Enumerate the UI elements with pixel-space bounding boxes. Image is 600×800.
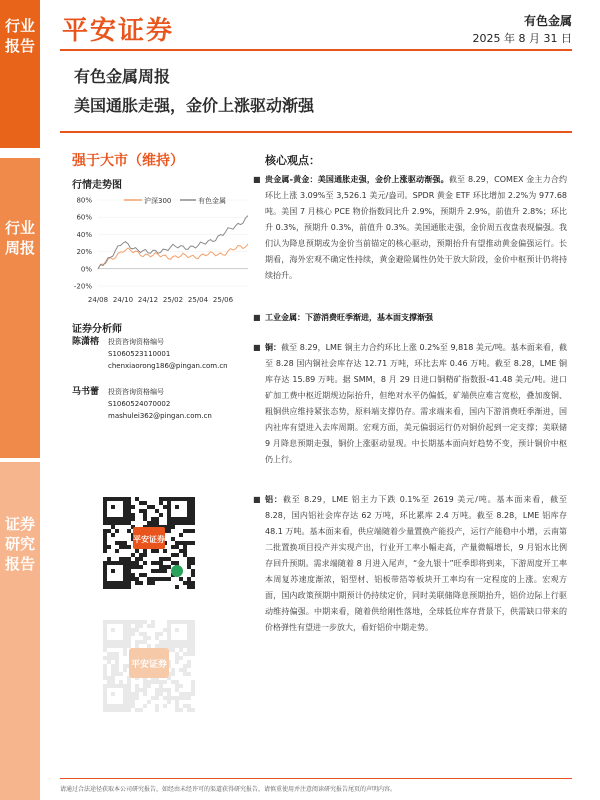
key-point-copper-body: 截至 8.29，LME 铜主力合约环比上涨 0.2%至 9,818 美元/吨。基本面来看，截至 8.28 国内铜社会库存达 12.71 万吨，环比去库 0.46 万吨。截至 8.28，LME 铜库存达 15.89 万吨。据 SMM，8 月 29 日进口铜精矿指数报-41.48 美元/吨。进口矿加工费中枢近期规边际抬升，但绝对水平仍偏低，矿端供应难言宽松，叠加废铜、粗铜供应维持紧张态势，原料端支撑仍存。需求端来看，国内下游消费旺季渐进，国内社库有望进入去库周期。宏观方面，美元偏弱运行仍对铜价起到一定支撑；美联储 9 月降息预期走强，铜价上涨驱动显现。中长期基本面向好趋势不变，预计铜价中枢仍上行。 — [265, 343, 567, 464]
document-date: 2025 年 8 月 31 日 — [472, 32, 572, 45]
sidebar-mid-band — [0, 158, 40, 458]
wechat-qr-code[interactable] — [103, 497, 195, 589]
chart-legend — [124, 196, 226, 205]
x-tick-label: 25/04 — [187, 296, 209, 304]
y-tick-label: 80% — [76, 196, 92, 205]
analyst-2-id: S1060524070002 — [108, 400, 171, 408]
analyst-1-id: S1060523110001 — [108, 350, 171, 358]
analysts-heading: 证券分析师 — [72, 324, 122, 335]
sidebar-top-label: 行业报告 — [4, 17, 35, 55]
series-line-nonferrous — [98, 216, 248, 269]
header-divider — [60, 49, 572, 51]
qr-code-watermark — [103, 620, 195, 712]
bullet-icon: ■ — [253, 313, 261, 322]
industry-rating: 强于大市（维持） — [72, 153, 184, 169]
key-points-heading: 核心观点： — [265, 154, 320, 167]
key-point-gold-lead: 贵金属-黄金：美国通胀走强，金价上涨驱动渐强。 — [265, 175, 449, 184]
qr-watermark-label: 平安证券 — [130, 660, 168, 670]
chart-y-axis — [74, 197, 248, 291]
x-tick-label: 24/12 — [137, 296, 159, 304]
sidebar-bottom-band — [0, 462, 40, 800]
report-title: 美国通胀走强，金价上涨驱动渐强 — [74, 96, 315, 115]
sidebar-bottom-label: 证券研究报告 — [4, 515, 35, 573]
title-divider — [60, 131, 572, 133]
legend-hs300: 沪深300 — [144, 197, 172, 205]
trend-heading: 行情走势图 — [72, 180, 122, 191]
analyst-2-name: 马书蕾 — [72, 387, 100, 397]
analyst-2-role: 投资咨询资格编号 — [108, 388, 164, 396]
key-point-aluminum-lead: 铝： — [265, 495, 283, 504]
x-tick-label: 25/06 — [212, 296, 234, 304]
y-tick-label: -20% — [73, 282, 92, 291]
analyst-1-role: 投资咨询资格编号 — [108, 338, 164, 346]
bullet-icon: ■ — [253, 343, 261, 352]
footer-divider — [60, 778, 572, 779]
key-point-gold-body: 截至 8.29，COMEX 金主力合约环比上涨 3.09%至 3,526.1 美元/盎司。SPDR 黄金 ETF 环比增加 2.2%为 977.68 吨。美国 7 月核心 PCE 物价指数同比升 2.9%，预期升 2.9%，前值升 2.8%；环比升 0.3%，预期升 0.3%，前值升 0.3%。美国通胀走强，金价周五夜盘表现偏强。我们认为降息预期或为金价当前锚定的核心驱动，预期抬升有望推动黄金偏强运行。长期看，海外宏观不确定性持续，黄金避险属性仍处于放大阶段，金价中枢预计仍将持续抬升。 — [265, 175, 568, 280]
analyst-2 — [72, 386, 262, 420]
sidebar-mid-label: 行业周报 — [4, 219, 35, 257]
document-category: 有色金属 — [523, 14, 572, 28]
analyst-1 — [72, 336, 262, 370]
sidebar — [0, 0, 40, 800]
series-line-hs300 — [98, 244, 248, 269]
analyst-2-email[interactable]: mashulei362@pingan.com.cn — [108, 412, 212, 420]
x-tick-label: 24/08 — [87, 296, 109, 304]
sidebar-top-band — [0, 0, 40, 148]
bullet-icon: ■ — [253, 495, 261, 504]
key-point-aluminum — [253, 492, 568, 636]
analyst-1-name: 陈潇榕 — [72, 337, 100, 347]
key-point-copper — [253, 340, 567, 468]
footer-disclaimer: 请通过合法途径获取本公司研究报告，如经由未经许可的渠道获得研究报告，请慎重使用并注意阅读研究报告尾页的声明内容。 — [60, 786, 397, 793]
chart-x-axis — [88, 296, 234, 304]
key-point-aluminum-body: 截至 8.29，LME 铝主力下跌 0.1%至 2619 美元/吨。基本面来看，截至 8.28，国内铝社会库存达 62 万吨，环比累库 2.4 万吨。截至 8.28，LME 铝库存 48.1 万吨。基本面来看，供应端随着少量置换产能投产，运行产能稳中小增，云南第二批置换项目投产并实现产出，行业开工率小幅走高，产量微幅增长，9 月铝水比例存回升预期。需求端随着 8 月进入尾声，“金九银十”旺季即将到来，下游周度开工率本周复苏速度渐浓，铝型材、铝板带箔等板块开工率均有一定程度的上涨。宏观方面，国内政策预期中期预计仍持续定价，同时美联储降息预期抬升，铝价边际上行驱动维持偏强。中期来看，随着供给刚性落地，全球低位库存背景下，供需缺口带来的价格弹性有望进一步放大，看好铝价中期走势。 — [265, 495, 568, 632]
key-point-industrial-lead: 工业金属：下游消费旺季渐进，基本面支撑渐强 — [265, 313, 433, 322]
trend-chart — [62, 190, 252, 310]
qr-brand-label: 平安证券 — [133, 535, 165, 544]
report-subtitle: 有色金属周报 — [74, 67, 171, 86]
y-tick-label: 40% — [76, 230, 92, 239]
x-tick-label: 24/10 — [112, 296, 134, 304]
key-point-copper-lead: 铜： — [265, 343, 282, 352]
key-point-industrial — [253, 310, 567, 326]
chart-series — [98, 216, 248, 269]
y-tick-label: 60% — [76, 213, 92, 222]
key-point-gold — [253, 172, 568, 284]
brand-logo: 平安证券 — [62, 16, 175, 46]
legend-nonferrous: 有色金属 — [198, 197, 226, 205]
y-tick-label: 20% — [76, 248, 92, 257]
y-tick-label: 0% — [80, 265, 92, 274]
analyst-1-email[interactable]: chenxiaorong186@pingan.com.cn — [108, 362, 228, 370]
x-tick-label: 25/02 — [162, 296, 184, 304]
bullet-icon: ■ — [253, 175, 261, 184]
